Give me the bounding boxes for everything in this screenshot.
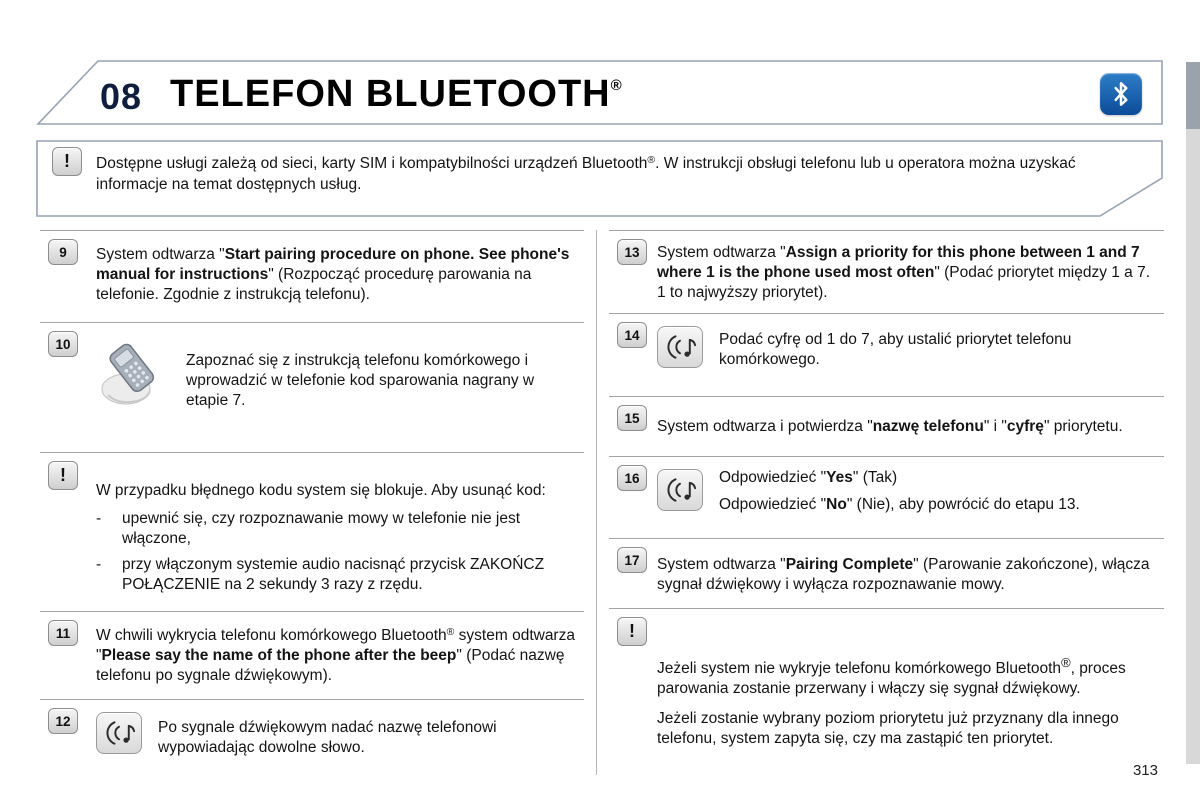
step-badge-15: 15 [617,405,647,431]
step-10-row [96,333,578,411]
warning-right-para1: Jeżeli system nie wykryje telefonu komórkowego Bluetooth®, proces parowania zostanie przerwany i włączy się sygnał dźwiękowy. [657,655,1126,698]
step-badge-12: 12 [48,708,78,734]
column-left [40,230,596,775]
step-text-15: System odtwarza i potwierdza "nazwę telefonu" i "cyfrę" priorytetu. [657,418,1123,435]
step-text-17: System odtwarza "Pairing Complete" (Parowanie zakończone), włącza sygnał dźwiękowy i wyłącza rozpoznawanie mowy. [657,556,1150,593]
chapter-edge-tab [1186,62,1200,129]
top-notice [36,140,1164,217]
step-badge-14: 14 [617,322,647,348]
step-16-row [657,467,1158,522]
warning-icon-right: ! [617,617,647,646]
step-badge-9: 9 [48,239,78,265]
step-text-11: W chwili wykrycia telefonu komórkowego Bluetooth® system odtwarza "Please say the name of the phone after the beep" (Podać nazwę telefonu po sygnale dźwiękowym). [96,626,575,684]
warning-icon: ! [52,147,82,176]
step-text-12: Po sygnale dźwiękowym nadać nazwę telefonowi wypowiadając dowolne słowo. [158,719,497,756]
bullet-text-2: przy włączonym systemie audio nacisnąć przycisk ZAKOŃCZ POŁĄCZENIE na 2 sekundy 3 razy z rzędu. [122,556,545,593]
voice-command-icon [96,712,142,754]
warning-right-para2: Jeżeli zostanie wybrany poziom priorytetu już przyznany dla innego telefonu, system zapyta się, czy ma zastąpić ten priorytet. [657,710,1119,748]
step-badge-17: 17 [617,547,647,573]
registered-mark: ® [610,77,622,94]
bullet-dash: - [96,510,102,527]
step-block-15 [609,396,1164,456]
voice-command-icon [657,326,703,368]
phone-in-hand-icon [96,339,170,407]
bullet-dash: - [96,556,102,573]
step-block-17 [609,538,1164,608]
step-12-row [96,710,578,758]
voice-command-glyph [662,474,698,506]
step-badge-13: 13 [617,239,647,265]
column-right [597,230,1164,775]
notice-text: Dostępne usługi zależą od sieci, karty SIM i kompatybilności urządzeń Bluetooth®. W instrukcji obsługi telefonu lub u operatora można uzyskać informacje na temat dostępnych usług. [96,154,1076,193]
step-block-14 [609,313,1164,396]
step-text-10: Zapoznać się z instrukcją telefonu komórkowego i wprowadzić w telefonie kod sparowania nagrany w etapie 7. [186,352,535,409]
step-block-12 [40,699,584,775]
page-edge-strip [1186,62,1200,764]
step-text-14: Podać cyfrę od 1 do 7, aby ustalić priorytet telefonu komórkowego. [719,331,1072,368]
warning-icon-left: ! [48,461,78,490]
warning-block-right [609,608,1164,769]
step-block-16 [609,456,1164,538]
bullet-item [96,509,578,549]
page-number: 313 [1132,762,1158,779]
step-badge-10: 10 [48,331,78,357]
bullet-text-1: upewnić się, czy rozpoznawanie mowy w telefonie nie jest włączone, [122,510,521,547]
step-text-16-line1: Odpowiedzieć "Yes" (Tak) [719,469,898,486]
bullet-item [96,555,578,595]
voice-command-icon [657,469,703,511]
page-title [170,73,622,116]
voice-command-glyph [101,717,137,749]
step-block-13 [609,230,1164,313]
bluetooth-glyph [1110,79,1132,109]
step-block-9 [40,230,584,322]
step-14-row [657,324,1158,370]
steps-columns [40,230,1164,775]
step-badge-11: 11 [48,620,78,646]
chapter-number: 08 [100,76,143,117]
warning-block-left [40,452,584,611]
step-block-10 [40,322,584,452]
step-block-11 [40,611,584,699]
voice-command-glyph [662,331,698,363]
step-text-16-line2: Odpowiedzieć "No" (Nie), aby powrócić do etapu 13. [719,496,1080,513]
chapter-header [36,60,1164,126]
step-badge-16: 16 [617,465,647,491]
bluetooth-icon [1100,73,1142,115]
warning-intro-left: W przypadku błędnego kodu system się blokuje. Aby usunąć kod: [96,482,546,499]
step-text-9: System odtwarza "Start pairing procedure on phone. See phone's manual for instructions" (Rozpocząć procedurę parowania na telefonie. Zgodnie z instrukcją telefonu). [96,246,570,303]
step-16-lines [719,467,1080,522]
step-text-13: System odtwarza "Assign a priority for this phone between 1 and 7 where 1 is the phone used most often" (Podać priorytet między 1 a 7. 1 to najwyższy priorytet). [657,244,1151,301]
page-title-text: TELEFON BLUETOOTH [170,73,611,115]
